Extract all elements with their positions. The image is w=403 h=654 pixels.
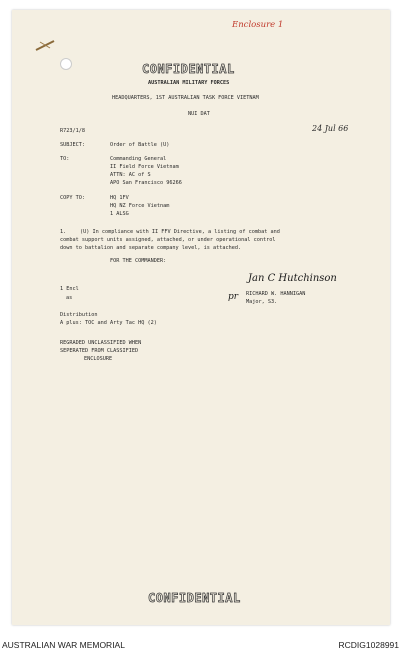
enclosure-annotation: Enclosure 1 bbox=[232, 20, 284, 30]
copy-to-label: COPY TO: bbox=[60, 195, 85, 201]
location: NUI DAT bbox=[188, 111, 210, 117]
regraded-note-line: SEPERATED FROM CLASSIFIED bbox=[60, 348, 139, 354]
footer-archive-name: AUSTRALIAN WAR MEMORIAL bbox=[2, 640, 125, 650]
organization: AUSTRALIAN MILITARY FORCES bbox=[148, 80, 230, 86]
distribution: A plus: TOC and Arty Tac HQ (2) bbox=[60, 320, 157, 326]
signer-rank: Major, S3. bbox=[246, 299, 278, 305]
document-date: 24 Jul 66 bbox=[312, 124, 349, 133]
copy-to-line: HQ NZ Force Vietnam bbox=[110, 203, 170, 209]
signature: Jan C Hutchinson bbox=[248, 273, 337, 284]
to-label: TO: bbox=[60, 156, 70, 162]
punch-hole bbox=[60, 58, 72, 70]
paragraph-line: combat support units assigned, attached, or under operational control bbox=[60, 237, 276, 243]
regraded-note-line: REGRADED UNCLASSIFIED WHEN bbox=[60, 340, 142, 346]
classification-stamp-bottom: CONFIDENTIAL bbox=[148, 591, 241, 605]
to-line: II Field Force Vietnam bbox=[110, 164, 179, 170]
copy-to-line: 1 ALSG bbox=[110, 211, 129, 217]
to-line: APO San Francisco 96266 bbox=[110, 180, 182, 186]
to-line: Commanding General bbox=[110, 156, 167, 162]
for-the-commander: FOR THE COMMANDER: bbox=[110, 258, 167, 264]
paragraph-line: down to battalion and separate company level, is attached. bbox=[60, 245, 242, 251]
subject: Order of Battle (U) bbox=[110, 142, 170, 148]
signer-name: RICHARD W. HANNIGAN bbox=[246, 291, 306, 297]
footer-record-id: RCDIG1028991 bbox=[338, 640, 399, 650]
staple-mark bbox=[34, 38, 56, 52]
file-reference: R723/1/8 bbox=[60, 128, 85, 134]
initials: pr bbox=[228, 292, 239, 302]
subject-label: SUBJECT: bbox=[60, 142, 85, 148]
paragraph-number: 1. bbox=[60, 229, 67, 235]
regraded-note-line: ENCLOSURE bbox=[84, 356, 113, 362]
headquarters-heading: HEADQUARTERS, 1ST AUSTRALIAN TASK FORCE VIETNAM bbox=[112, 95, 259, 101]
to-line: ATTN: AC of S bbox=[110, 172, 151, 178]
copy-to-line: HQ 1FV bbox=[110, 195, 129, 201]
enclosure-count: 1 Encl bbox=[60, 286, 79, 292]
distribution-label: Distribution bbox=[60, 312, 98, 318]
enclosure-as: as bbox=[66, 295, 73, 301]
classification-stamp-top: CONFIDENTIAL bbox=[142, 62, 235, 76]
paragraph-line: (U) In compliance with II FFV Directive, a listing of combat and bbox=[80, 229, 280, 235]
